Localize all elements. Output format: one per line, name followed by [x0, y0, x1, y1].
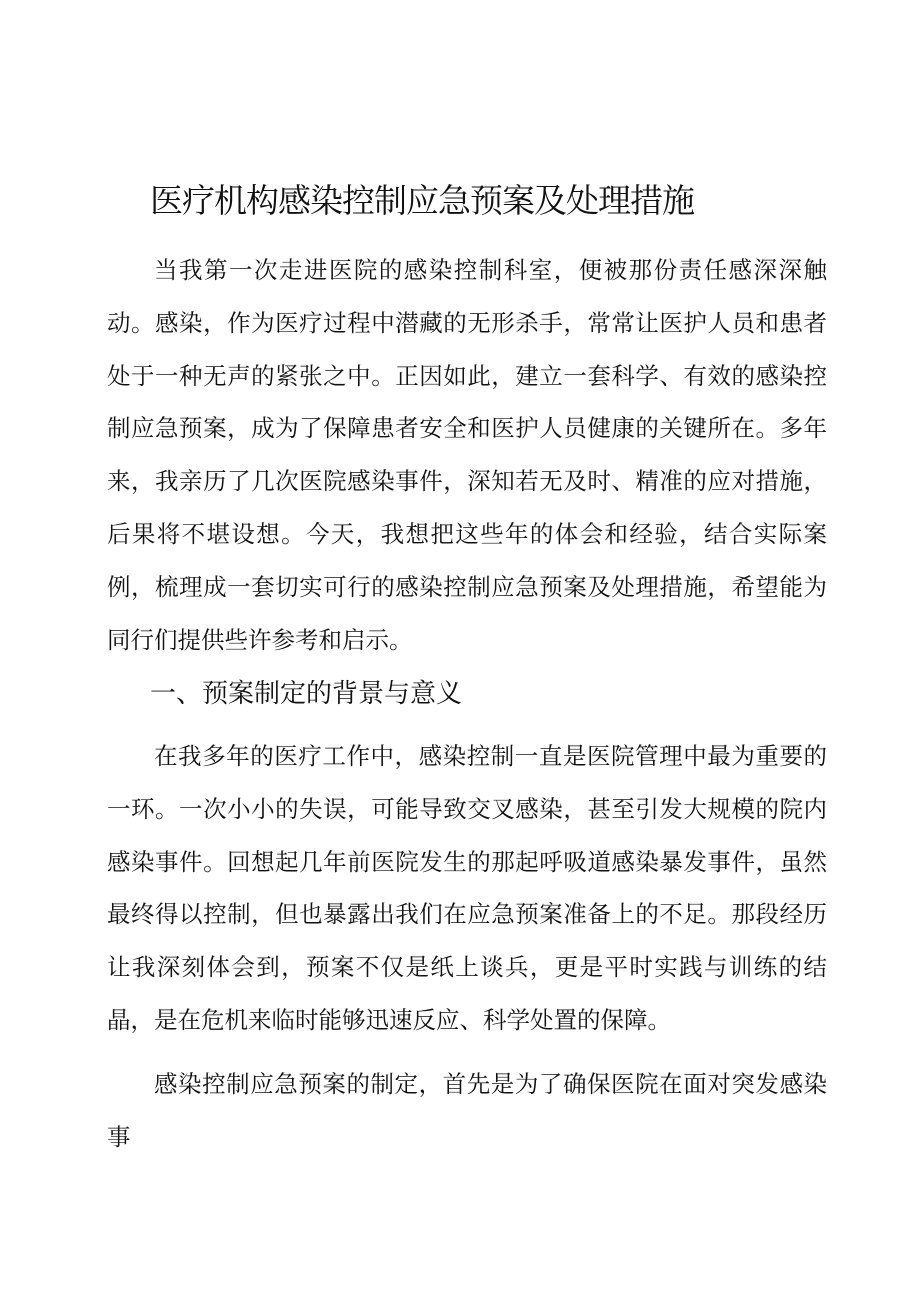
- section-heading: 一、预案制定的背景与意义: [150, 679, 463, 709]
- section-paragraph: 在我多年的医疗工作中，感染控制一直是医院管理中最为重要的一环。一次小小的失误，可能导致交叉感染，甚至引发大规模的院内感染事件。回想起几年前医院发生的那起呼吸道感染暴发事件，虽然最终得以控制，但也暴露出我们在应急预案准备上的不足。那段经历让我深刻体会到，预案不仅是纸上谈兵，更是平时实践与训练的结晶，是在危机来临时能够迅速反应、科学处置的保障。: [107, 742, 827, 1034]
- document-title: 医疗机构感染控制应急预案及处理措施: [150, 181, 694, 220]
- section-paragraph: 感染控制应急预案的制定，首先是为了确保医院在面对突发感染事: [107, 1070, 827, 1151]
- intro-paragraph: 当我第一次走进医院的感染控制科室，便被那份责任感深深触动。感染，作为医疗过程中潜藏的无形杀手，常常让医护人员和患者处于一种无声的紧张之中。正因如此，建立一套科学、有效的感染控制应急预案，成为了保障患者安全和医护人员健康的关键所在。多年来，我亲历了几次医院感染事件，深知若无及时、精准的应对措施，后果将不堪设想。今天，我想把这些年的体会和经验，结合实际案例，梳理成一套切实可行的感染控制应急预案及处理措施，希望能为同行们提供些许参考和启示。: [107, 256, 827, 654]
